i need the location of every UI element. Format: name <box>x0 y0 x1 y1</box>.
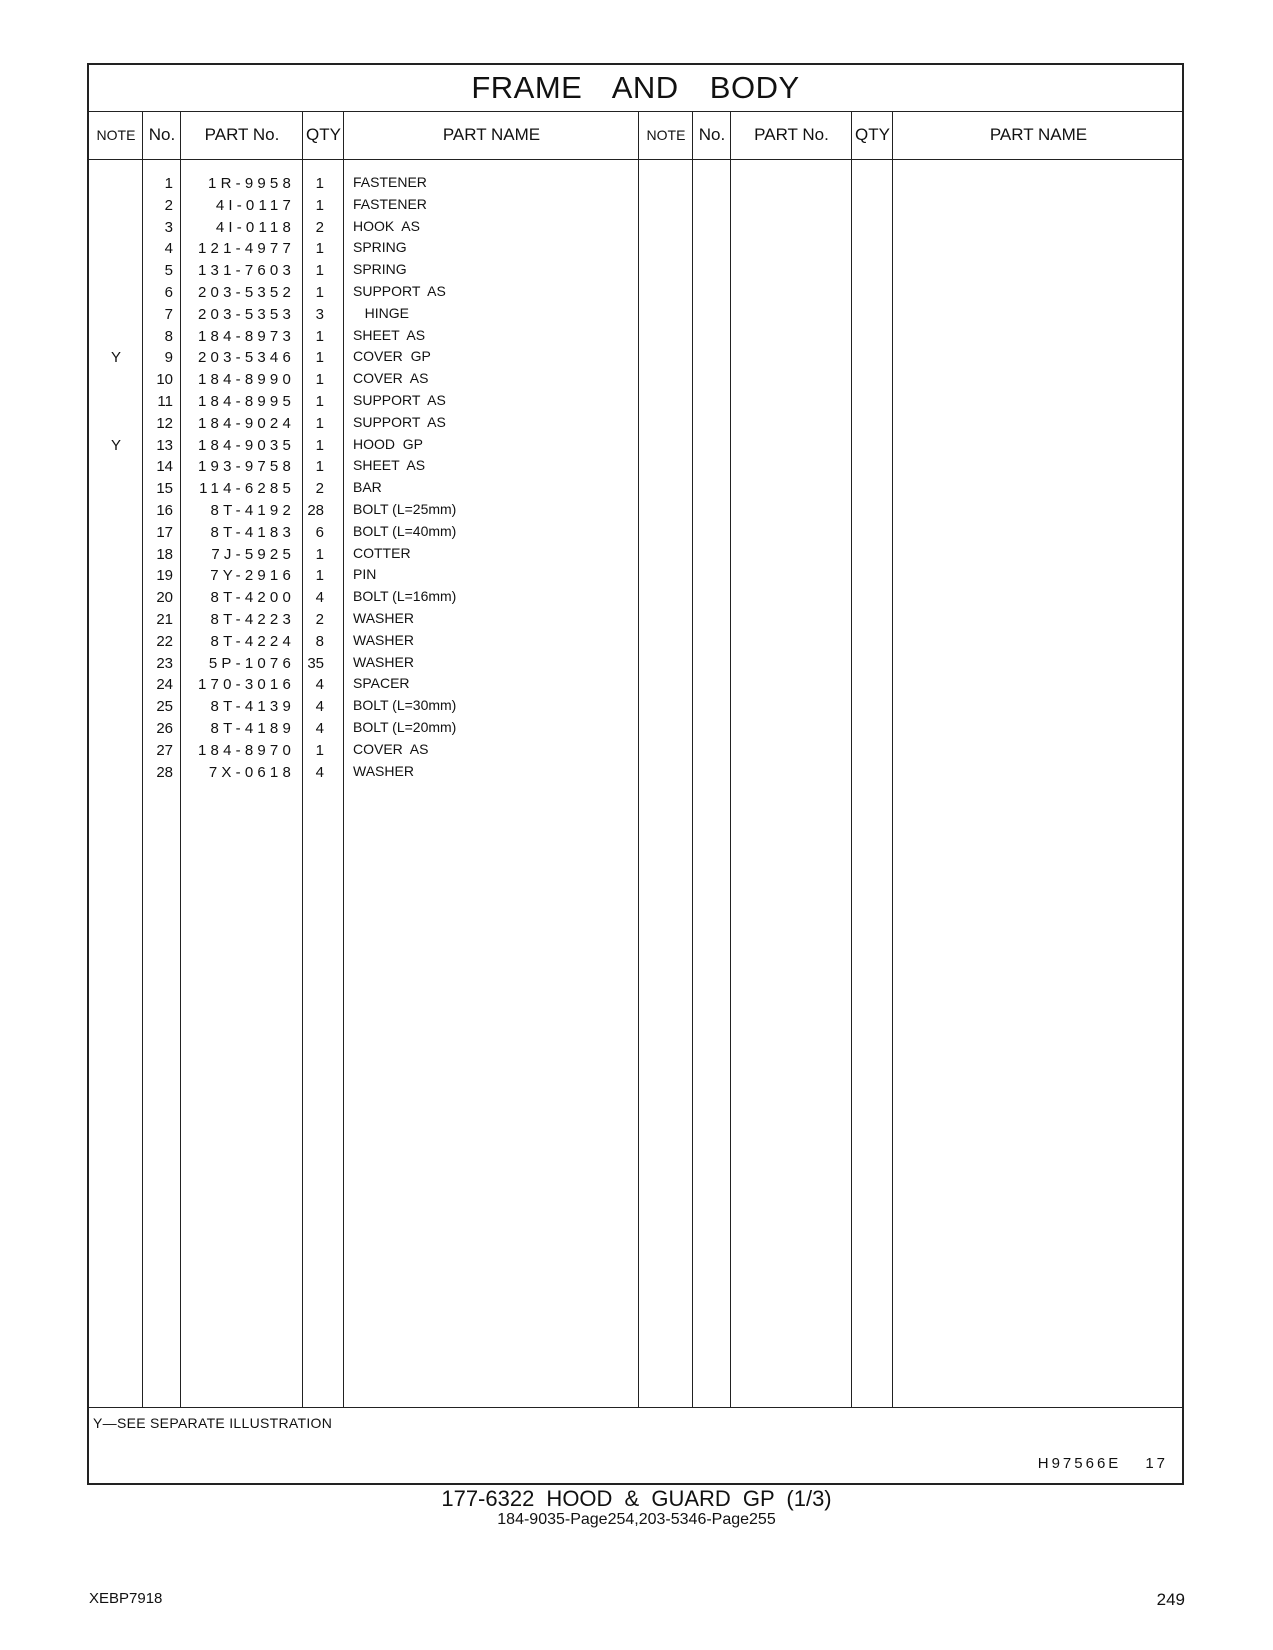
row-part-number: 184-9035 <box>198 436 295 454</box>
row-number: 14 <box>156 458 173 476</box>
table-row <box>89 629 634 652</box>
table-row <box>89 215 634 238</box>
row-part-name: SHEET AS <box>353 326 426 343</box>
table-row <box>89 324 634 347</box>
row-number: 9 <box>164 349 173 367</box>
row-number: 7 <box>164 305 173 323</box>
row-number: 6 <box>164 284 173 301</box>
row-part-name: SUPPORT AS <box>353 392 446 408</box>
table-row <box>89 476 634 499</box>
row-part-name: SPRING <box>353 261 407 278</box>
row-quantity: 1 <box>315 371 324 389</box>
row-quantity: 28 <box>307 502 324 519</box>
row-part-name: SUPPORT AS <box>353 413 446 430</box>
row-part-number: 1R-9958 <box>208 175 295 192</box>
row-quantity: 1 <box>315 545 324 563</box>
table-row <box>89 258 634 281</box>
row-part-number: 7Y-2916 <box>210 567 295 585</box>
row-number: 3 <box>164 218 173 236</box>
row-part-name: WASHER <box>353 762 414 779</box>
table-row <box>89 433 634 456</box>
header-part-no-left: PART No. <box>204 125 280 144</box>
header-no-left: No. <box>148 125 176 144</box>
table-row <box>89 498 634 521</box>
row-part-number: 184-8970 <box>198 741 295 759</box>
row-part-name: BOLT (L=40mm) <box>353 522 457 539</box>
row-part-number: 8T-4189 <box>210 720 295 737</box>
illustration-page: 17 <box>1145 1455 1168 1472</box>
row-quantity: 1 <box>315 175 324 192</box>
row-part-number: 121-4977 <box>198 240 295 258</box>
row-quantity: 1 <box>315 436 324 454</box>
row-part-number: 8T-4224 <box>210 632 295 650</box>
table-row <box>89 345 634 368</box>
row-number: 5 <box>164 262 173 280</box>
row-part-name: HOOK AS <box>353 217 420 234</box>
row-number: 20 <box>156 589 173 607</box>
row-quantity: 4 <box>315 698 324 716</box>
row-part-number: 184-8973 <box>198 327 295 345</box>
row-part-name: HINGE <box>353 304 410 321</box>
row-note: Y <box>110 436 121 454</box>
table-row <box>89 672 634 695</box>
page-references: 184-9035-Page254,203-5346-Page255 <box>497 1511 776 1528</box>
row-quantity: 1 <box>315 284 324 301</box>
table-row <box>89 280 634 303</box>
table-row <box>89 193 634 216</box>
row-note: Y <box>110 349 121 367</box>
row-part-name: BOLT (L=25mm) <box>353 501 457 517</box>
illustration-reference <box>1038 1455 1168 1472</box>
row-number: 22 <box>156 632 173 650</box>
header-qty-left: QTY <box>306 125 341 144</box>
row-number: 4 <box>164 240 173 258</box>
table-row <box>89 651 634 674</box>
row-quantity: 4 <box>315 763 324 781</box>
footnote: Y—SEE SEPARATE ILLUSTRATION <box>93 1415 333 1431</box>
row-number: 13 <box>156 436 173 454</box>
row-part-name: FASTENER <box>353 174 427 190</box>
row-part-number: 170-3016 <box>198 676 295 694</box>
table-row <box>89 236 634 259</box>
row-part-name: BOLT (L=30mm) <box>353 697 457 714</box>
row-number: 27 <box>156 741 173 759</box>
row-quantity: 8 <box>315 632 324 650</box>
row-number: 10 <box>156 371 173 389</box>
row-number: 11 <box>157 393 173 410</box>
table-row <box>89 607 634 630</box>
row-quantity: 1 <box>315 327 324 345</box>
table-row <box>89 542 634 565</box>
row-part-number: 8T-4139 <box>210 698 295 716</box>
document-id: XEBP7918 <box>89 1590 163 1607</box>
row-number: 23 <box>156 654 173 672</box>
header-note-left: NOTE <box>96 127 136 143</box>
row-part-number: 114-6285 <box>199 480 295 498</box>
row-part-name: BOLT (L=16mm) <box>353 588 457 605</box>
row-part-name: PIN <box>353 566 377 583</box>
row-part-name: SPRING <box>353 239 407 256</box>
table-header <box>89 111 1182 160</box>
parts-list-frame <box>87 63 1184 1485</box>
table-row <box>89 694 634 717</box>
row-quantity: 4 <box>315 589 324 607</box>
footer-divider <box>89 1407 1182 1408</box>
row-part-number: 7X-0618 <box>208 763 295 781</box>
row-part-name: BOLT (L=20mm) <box>353 719 457 735</box>
row-part-number: 193-9758 <box>198 458 295 476</box>
row-part-number: 8T-4183 <box>210 523 295 541</box>
row-part-name: SPACER <box>353 675 410 692</box>
row-quantity: 1 <box>315 741 324 759</box>
header-note-right: NOTE <box>646 127 686 143</box>
row-part-name: COVER AS <box>353 370 429 387</box>
row-quantity: 3 <box>315 305 324 323</box>
row-number: 1 <box>164 175 173 192</box>
row-number: 15 <box>156 480 173 498</box>
row-part-name: SHEET AS <box>353 457 426 474</box>
row-number: 19 <box>156 567 173 585</box>
row-part-number: 7J-5925 <box>211 545 295 563</box>
row-part-name: WASHER <box>353 610 414 626</box>
header-part-name-left: PART NAME <box>442 125 541 144</box>
row-quantity: 1 <box>315 393 324 410</box>
row-part-name: FASTENER <box>353 195 427 212</box>
row-quantity: 1 <box>315 262 324 280</box>
row-part-number: 4I-0117 <box>215 196 295 214</box>
row-quantity: 4 <box>315 676 324 694</box>
row-number: 8 <box>164 327 173 345</box>
row-part-number: 8T-4223 <box>210 611 295 628</box>
row-part-number: 203-5352 <box>198 284 295 301</box>
row-part-number: 4I-0118 <box>215 218 295 236</box>
row-quantity: 1 <box>315 414 324 432</box>
row-number: 18 <box>156 545 173 563</box>
table-row <box>89 302 634 325</box>
page-number: 249 <box>1156 1590 1185 1609</box>
row-part-name: SUPPORT AS <box>353 283 446 299</box>
row-quantity: 1 <box>315 240 324 258</box>
table-row <box>89 367 634 390</box>
row-part-number: 5P-1076 <box>208 654 295 672</box>
table-row <box>89 454 634 477</box>
table-row <box>89 389 634 412</box>
header-part-name-right: PART NAME <box>989 125 1088 144</box>
table-row <box>89 563 634 586</box>
table-row <box>89 760 634 783</box>
row-quantity: 1 <box>315 349 324 367</box>
table-row <box>89 171 634 194</box>
row-quantity: 1 <box>315 196 324 214</box>
row-part-name: BAR <box>353 479 382 496</box>
row-quantity: 35 <box>307 654 324 672</box>
header-qty-right: QTY <box>855 125 890 144</box>
row-part-number: 8T-4192 <box>210 502 295 519</box>
row-quantity: 1 <box>315 567 324 585</box>
row-part-number: 203-5353 <box>198 305 295 323</box>
row-number: 17 <box>156 523 173 541</box>
row-quantity: 6 <box>315 523 324 541</box>
row-quantity: 4 <box>315 720 324 737</box>
row-quantity: 2 <box>315 218 324 236</box>
row-quantity: 2 <box>315 480 324 498</box>
row-part-name: WASHER <box>353 631 414 648</box>
row-number: 21 <box>156 611 173 628</box>
row-part-number: 184-9024 <box>198 414 295 432</box>
table-row <box>89 520 634 543</box>
table-row <box>89 738 634 761</box>
table-row <box>89 716 634 739</box>
row-quantity: 1 <box>315 458 324 476</box>
table-row <box>89 585 634 608</box>
row-number: 28 <box>156 763 173 781</box>
row-part-name: HOOD GP <box>353 435 424 452</box>
row-part-number: 131-7603 <box>198 262 295 280</box>
row-number: 25 <box>156 698 173 716</box>
illustration-code: H97566E <box>1037 1455 1122 1472</box>
row-part-number: 184-8990 <box>198 371 295 389</box>
parts-table-body <box>89 159 1182 1407</box>
table-row <box>89 411 634 434</box>
row-part-name: COTTER <box>353 544 411 561</box>
row-part-name: WASHER <box>353 653 414 670</box>
row-number: 26 <box>156 720 173 737</box>
row-quantity: 2 <box>315 611 324 628</box>
row-part-number: 184-8995 <box>198 393 295 410</box>
row-part-number: 8T-4200 <box>210 589 295 607</box>
page-title: FRAME AND BODY <box>89 65 1182 112</box>
row-part-name: COVER AS <box>353 740 429 757</box>
row-part-number: 203-5346 <box>198 349 295 367</box>
group-caption: 177-6322 HOOD & GUARD GP (1/3) <box>441 1486 832 1511</box>
row-part-name: COVER GP <box>353 348 431 365</box>
header-no-right: No. <box>698 125 726 144</box>
row-number: 12 <box>156 414 173 432</box>
row-number: 2 <box>164 196 173 214</box>
row-number: 16 <box>156 502 173 519</box>
row-number: 24 <box>156 676 173 694</box>
header-part-no-right: PART No. <box>754 125 829 144</box>
